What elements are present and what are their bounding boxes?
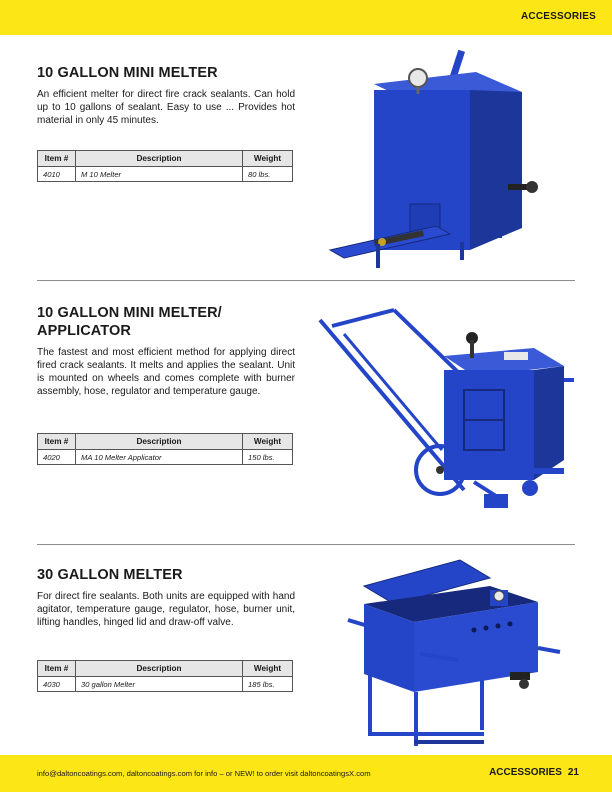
- col-header-item: Item #: [38, 151, 76, 167]
- melter-applicator-image: [314, 300, 576, 522]
- col-header-description: Description: [76, 661, 243, 677]
- col-header-weight: Weight: [243, 151, 293, 167]
- product-title-line2: APPLICATOR: [37, 323, 131, 339]
- product-description: The fastest and most efficient method for applying direct fired crack sealants. It melts and applies the sealant. Unit is mounted on wheels and comes complete with burner assembly, hose, regulator and temperature gauge.: [37, 347, 295, 397]
- product-section-4020: [37, 304, 295, 398]
- footer-section: ACCESSORIES: [489, 767, 562, 778]
- table-header-row: [38, 151, 293, 167]
- cell-weight: 150 lbs.: [243, 450, 293, 465]
- cell-weight: 185 lbs.: [243, 677, 293, 692]
- product-section-4030: [37, 566, 295, 629]
- table-row: [38, 167, 293, 182]
- col-header-description: Description: [76, 434, 243, 450]
- header-band: [0, 0, 612, 35]
- col-header-weight: Weight: [243, 434, 293, 450]
- spec-table-4010: [37, 150, 293, 182]
- mini-melter-image: [326, 44, 576, 268]
- cell-weight: 80 lbs.: [243, 167, 293, 182]
- cell-item: 4020: [38, 450, 76, 465]
- col-header-item: Item #: [38, 434, 76, 450]
- table-header-row: [38, 434, 293, 450]
- cell-item: 4030: [38, 677, 76, 692]
- col-header-item: Item #: [38, 661, 76, 677]
- product-description: For direct fire sealants. Both units are equipped with hand agitator, temperature gauge, regulator, hose, burner unit, lifting handles, hinged lid and draw-off valve.: [37, 591, 295, 628]
- header-category: ACCESSORIES: [521, 11, 596, 22]
- page-number: 21: [567, 767, 579, 778]
- col-header-description: Description: [76, 151, 243, 167]
- cell-item: 4010: [38, 167, 76, 182]
- table-header-row: [38, 661, 293, 677]
- product-description: An efficient melter for direct fire crack sealants. Can hold up to 10 gallons of sealant. Easy to use ... Provides hot material in only 45 minutes.: [37, 89, 295, 126]
- table-row: [38, 677, 293, 692]
- spec-table-4020: [37, 433, 293, 465]
- cell-description: MA 10 Melter Applicator: [76, 450, 243, 465]
- product-title-line1: 10 GALLON MINI MELTER/: [37, 305, 222, 321]
- section-divider: [37, 280, 575, 281]
- footer-contact: info@daltoncoatings.com, daltoncoatings.com for info – or NEW! to order visit daltoncoatingsX.com: [37, 769, 371, 778]
- spec-table-4030: [37, 660, 293, 692]
- product-title: 10 GALLON MINI MELTER: [37, 65, 218, 81]
- footer-band: [0, 755, 612, 792]
- section-divider: [37, 544, 575, 545]
- product-section-4010: [37, 64, 295, 127]
- table-row: [38, 450, 293, 465]
- product-title: 30 GALLON MELTER: [37, 567, 183, 583]
- footer-right: [483, 767, 579, 778]
- thirty-gallon-melter-image: [324, 556, 574, 746]
- cell-description: M 10 Melter: [76, 167, 243, 182]
- cell-description: 30 gallon Melter: [76, 677, 243, 692]
- col-header-weight: Weight: [243, 661, 293, 677]
